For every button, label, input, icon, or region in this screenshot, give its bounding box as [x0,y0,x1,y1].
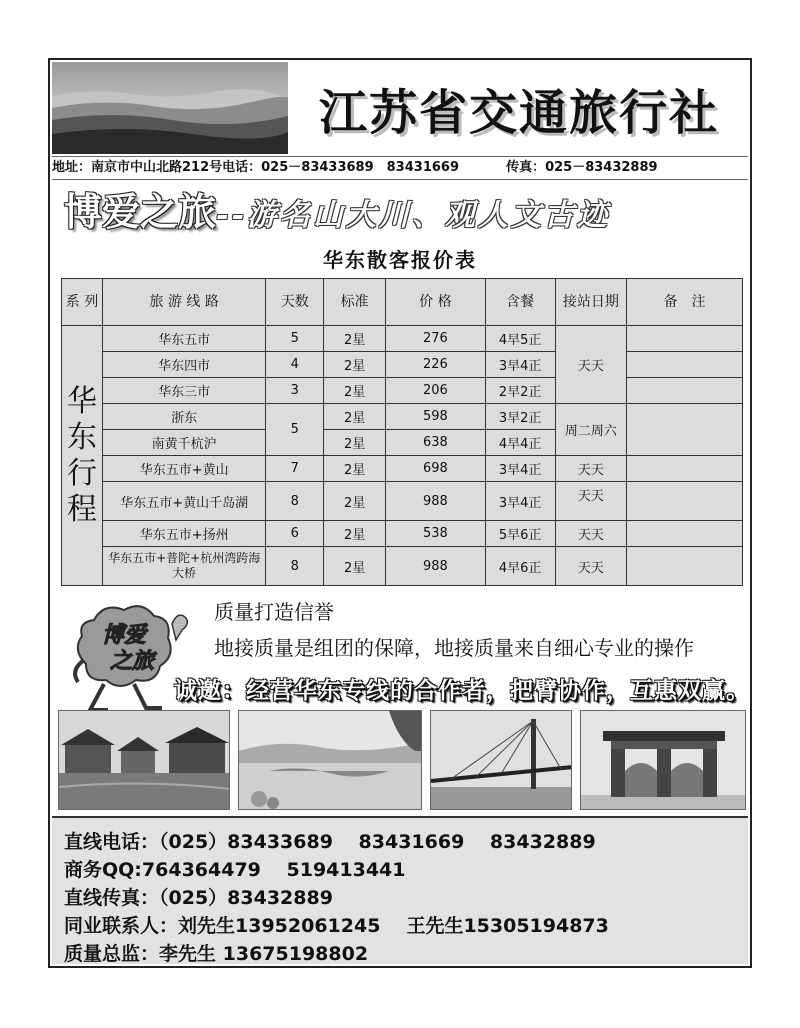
standard-cell: 2星 [324,404,386,430]
flyer [48,58,752,968]
route-cell: 华东五市+黄山千岛湖 [102,482,265,521]
header-standard: 标准 [324,279,386,326]
standard-cell: 2星 [324,482,386,521]
price-cell: 276 [386,326,486,352]
standard-cell: 2星 [324,521,386,547]
days-cell: 5 [266,404,324,456]
notes-cell [627,378,743,404]
series-label [62,326,103,586]
standard-cell: 2星 [324,326,386,352]
route-cell: 华东五市+黄山 [102,456,265,482]
days-cell: 8 [266,547,324,586]
days-cell: 6 [266,521,324,547]
route-cell: 南黄千杭沪 [102,430,265,456]
header-route: 旅 游 线 路 [102,279,265,326]
price-cell: 598 [386,404,486,430]
price-cell: 988 [386,547,486,586]
notes-cell [627,521,743,547]
quality-line-1: 质量打造信誉 [214,600,334,624]
header-notes: 备 注 [627,279,743,326]
table-row [62,352,743,378]
svg-text:博爱: 博爱 [101,622,147,648]
notes-cell [627,404,743,456]
peer-contact-2: 王先生15305194873 [406,915,609,937]
phone-values: （025）83433689 83431669 83432889 [159,831,596,853]
standard-cell: 2星 [324,378,386,404]
schedule-cell: 天天 [555,521,627,547]
contact-peer-row [64,912,748,940]
days-cell: 7 [266,456,324,482]
days-cell: 5 [266,326,324,352]
price-cell: 538 [386,521,486,547]
peer-label: 同业联系人： [64,915,179,937]
series-label-text: 华东行程 [66,383,97,527]
fax-value: （025）83432889 [159,887,333,909]
notes-cell [627,547,743,586]
price-table [61,278,743,586]
schedule-cell: 天天 [555,326,627,404]
table-row [62,521,743,547]
photo-archway [580,710,746,810]
invitation-banner: 诚邀：经营华东专线的合作者，把臂协作，互惠双赢。 [174,678,750,704]
photo-bridge [430,710,572,810]
qq-label: 商务QQ: [64,859,142,881]
table-row [62,547,743,586]
meals-cell: 3早4正 [485,456,555,482]
svg-text:之旅: 之旅 [109,648,155,674]
qq-values: 764364479 519413441 [141,859,406,881]
route-cell: 华东四市 [102,352,265,378]
table-row [62,482,743,521]
days-cell: 4 [266,352,324,378]
meals-cell: 3早4正 [485,352,555,378]
notes-cell [627,482,743,521]
price-cell: 698 [386,456,486,482]
route-cell: 华东五市+扬州 [102,521,265,547]
meals-cell: 4早5正 [485,326,555,352]
standard-cell: 2星 [324,456,386,482]
header-price: 价 格 [386,279,486,326]
header-schedule: 接站日期 [555,279,627,326]
contact-phone-row [64,828,748,856]
header-meals: 含餐 [485,279,555,326]
quality-label: 质量总监： [64,943,160,965]
quality-value: 李先生 13675198802 [159,943,369,965]
table-row [62,378,743,404]
price-cell: 988 [386,482,486,521]
quality-line-2: 地接质量是组团的保障，地接质量来自细心专业的操作 [214,636,694,660]
route-cell: 华东三市 [102,378,265,404]
fax-number: 传真：025－83432889 [506,160,658,175]
peer-contact-1: 刘先生13952061245 [178,915,381,937]
meals-cell: 5早6正 [485,521,555,547]
contact-qq-row [64,856,748,884]
schedule-cell: 天天 [555,456,627,482]
slogan-sub: --游名山大川、观人文古迹 [216,198,610,233]
header-days: 天数 [266,279,324,326]
meals-cell: 3早2正 [485,404,555,430]
address-phone: 地址：南京市中山北路212号电话：025－83433689 83431669 [52,160,459,175]
meals-cell: 3早4正 [485,482,555,521]
table-row [62,326,743,352]
meals-cell: 4早4正 [485,430,555,456]
table-header-row [62,279,743,326]
notes-cell [627,456,743,482]
schedule-cell: 周二周六 [555,404,627,456]
contact-fax-row [64,884,748,912]
meals-cell: 2早2正 [485,378,555,404]
mountain-banner-image [52,62,288,154]
route-cell: 华东五市+普陀+杭州湾跨海大桥 [102,547,265,586]
price-cell: 638 [386,430,486,456]
route-cell: 华东五市 [102,326,265,352]
route-cell: 浙东 [102,404,265,430]
table-row [62,456,743,482]
slogan-main: 博爱之旅 [64,190,217,234]
price-cell: 226 [386,352,486,378]
table-row [62,404,743,430]
address-bar [52,156,748,180]
contact-panel [52,816,748,964]
schedule-cell: 天天 [555,547,627,586]
notes-cell [627,352,743,378]
contact-quality-row [64,940,748,968]
photo-lake [238,710,422,810]
photo-water-town [58,710,230,810]
days-cell: 3 [266,378,324,404]
photo-strip [58,710,746,810]
standard-cell: 2星 [324,352,386,378]
meals-cell: 4早6正 [485,547,555,586]
fax-label: 直线传真： [64,887,160,909]
phone-label: 直线电话： [64,831,160,853]
header-series: 系 列 [62,279,103,326]
standard-cell: 2星 [324,430,386,456]
table-title: 华东散客报价表 [323,248,477,272]
days-cell: 8 [266,482,324,521]
slogan [64,186,610,238]
notes-cell [627,326,743,352]
price-cell: 206 [386,378,486,404]
standard-cell: 2星 [324,547,386,586]
brand-title: 江苏省交通旅行社 [318,85,719,141]
schedule-cell: 天天 [555,482,627,521]
